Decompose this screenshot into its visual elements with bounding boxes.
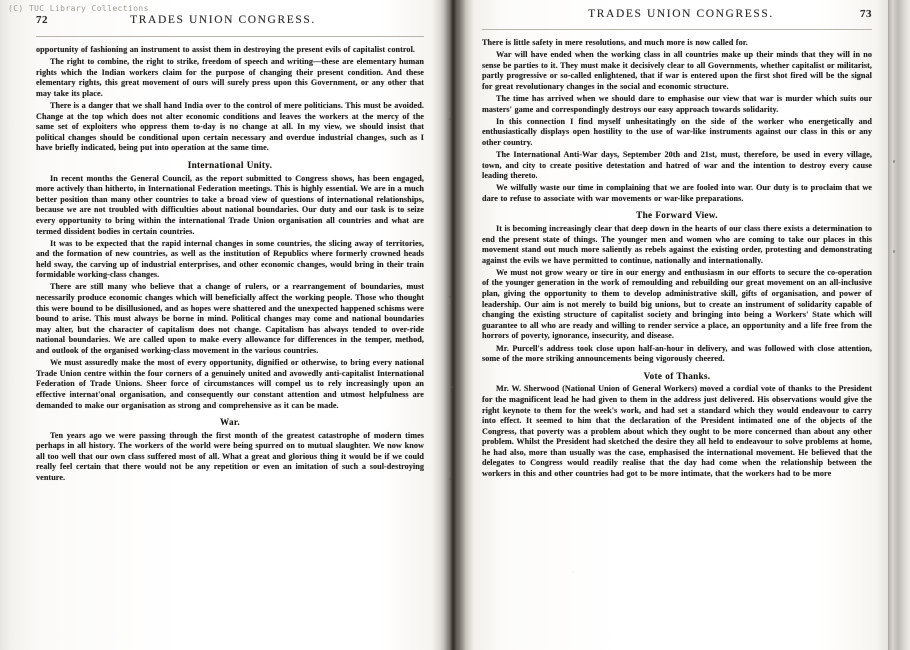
library-watermark: (C) TUC Library Collections [8, 4, 149, 13]
body-paragraph: The International Anti-War days, September 20th and 21st, must, therefore, be used in every village, town, and city to create positive detestation and hatred of war and the intention to destroy every cause leading thereto. [482, 149, 872, 181]
section-subhead: Vote of Thanks. [643, 370, 711, 381]
body-paragraph: opportunity of fashioning an instrument to assist them in destroying the present evils of capitalist control. [36, 45, 415, 54]
left-header-rule [36, 36, 424, 37]
left-running-head [36, 14, 424, 32]
body-paragraph: We must not grow weary or tire in our energy and enthusiasm in our efforts to secure the co-operation of the younger generation in the work of remoulding and rebuilding our great movement on an all-inclusive plan, giving the opportunity to them to develop administrative skill, gifts of organisation, and power of leadership. Our aim is not merely to build big unions, but to create an instrument of solidarity capable of changing the existing structure of capitalist society and bringing into being a Workers' State which will guarantee to all who are ready and willing to render service a place, an opportunity and a life free from the horrors of poverty, ignorance, insecurity, and disease. [482, 267, 872, 341]
body-paragraph: War will have ended when the working class in all countries make up their minds that they will in no sense be parties to it. They must make it decisively clear to all Governments, whether capitalist or militarist, partly progressive or so-called enlightened, that if war is entered upon the first shot fired will be the signal for great revolutionary changes in the social and economic structure. [482, 50, 872, 91]
body-paragraph: We must assuredly make the most of every opportunity, dignified or otherwise, to bring every national Trade Union centre within the four corners of a genuinely united and avowedly anti-capitalist International Federation of Trade Unions. Sheer force of circumstances will compel us to rely increasingly upon an effective internat'onal organisation, and consequently our constant attention and utmost helpfulness are demanded to make our organisation as strong and comprehensive as it can be made. [36, 358, 424, 410]
body-paragraph: There is a danger that we shall hand India over to the control of mere politicians. This must be avoided. Change at the top which does not alter economic conditions and leaves the workers at the mercy of the same set of exploiters who oppress them to-day is no change at all. In my view, we should insist that political changes should be conditional upon certain necessary and overdue industrial changes, such as I have briefly indicated, being put into operation at the same time. [36, 100, 424, 153]
section-subhead: War. [219, 417, 240, 428]
body-paragraph: There are still many who believe that a change of rulers, or a rearrangement of boundaries, must necessarily produce economic changes which will beneficially affect the working people. Those who thought this were bound to be disillusioned, and as hopes were shattered and the unexpected happened schisms were bound to arise. This must always be borne in mind. Political changes may come and national boundaries may alter, but the character of capitalism does not change. Capitalism has always tended to over-ride national boundaries. We are called upon to make every allowance for differences in the temper, method, and outlook of the organised working-class movement in the various countries. [36, 282, 424, 356]
right-head-title: TRADES UNION CONGRESS. [588, 8, 774, 20]
section-subhead: International Unity. [187, 159, 273, 170]
body-paragraph: The time has arrived when we should dare to emphasise our view that war is murder which suits our masters' game and correspondingly destroys our easy approach towards solidarity. [482, 93, 872, 114]
right-column-text [482, 38, 872, 480]
body-paragraph: Ten years ago we were passing through the first month of the greatest catastrophe of modern times perhaps in all history. The workers of the world were being spurred on to mutual slaughter. We now know all too well that our own class suffered most of all. What a great and glorious thing it would be if we could really feel certain that there would not be any repetition or even an imitation of such a soul-destroying venture. [36, 430, 424, 483]
body-paragraph: In recent months the General Council, as the report submitted to Congress shows, has been engaged, more actively than hitherto, in International Federation meetings. This is highly essential. We are in a much better position than many other countries to take a broad view of questions of international relationships, because we are not troubled with difficulties about national boundaries. Our duty and our task is to seize every opportunity to bring within the international Trade Union organisation all countries and what are termed dissident bodies in certain countries. [36, 173, 424, 236]
right-folio: 73 [860, 8, 872, 20]
body-paragraph: There is little safety in mere resolutions, and much more is now called for. [482, 38, 748, 47]
left-column-text [36, 45, 424, 484]
right-running-head [482, 0, 872, 26]
section-subhead: The Forward View. [636, 210, 718, 221]
body-paragraph: Mr. W. Sherwood (National Union of General Workers) moved a cordial vote of thanks to the President for the magnificent lead he had given to them in the address just delivered. His observations would give the right keynote to them for the week's work, and had set a standard which they would endeavour to carry into effect. It seemed to him that the declaration of the President intimated one of the objects of the Congress, that poverty was a problem about which they ought to be more concerned than about any other problem. Whilst the President had sketched the desire they all held to endeavour to solve problems at home, he had also, more than usually was the case, emphasised the international movement. He believed that the delegates to Congress would readily realise that the day had come when the relationship between the workers in this and other countries had got to be more intimate, that the workers had to be more [482, 384, 872, 479]
speaker-name: Mr. W. Sherwood [496, 384, 560, 394]
body-paragraph: Mr. Purcell's address took close upon half-an-hour in delivery, and was followed with close attention, some of the more striking announcements being vigorously cheered. [482, 343, 872, 364]
body-paragraph: It was to be expected that the rapid internal changes in some countries, the slicing away of territories, and the formation of new countries, as well as the institution of Republics where formerly crowned heads held sway, the carving up of industrial enterprises, and other economic changes, would bring in their train formidable working-class changes. [36, 238, 424, 280]
left-head-title: TRADES UNION CONGRESS. [130, 14, 316, 26]
body-paragraph: We wilfully waste our time in complaining that we are fooled into war. Our duty is to proclaim that we dare to refuse to associate with war movements or war-like preparations. [482, 183, 872, 203]
right-header-rule [482, 29, 872, 30]
left-page [0, 0, 452, 650]
body-paragraph: The right to combine, the right to strike, freedom of speech and writing—these are elementary human rights which the Indian workers claim for the purpose of changing their present condition. And these elementary rights, this great movement of ours will surely press upon this Government, or any other that may take its place. [36, 57, 424, 98]
body-paragraph: It is becoming increasingly clear that deep down in the hearts of our class there exists a determination to end the present state of things. The younger men and women who are coming to take our places in this movement stand out much more saliently as rebels against the existing order, protesting and demonstrating against the evils we have permitted to continue, nationally and internationally. [482, 224, 872, 265]
right-page [458, 0, 910, 650]
body-paragraph: In this connection I find myself unhesitatingly on the side of the worker who energetically and enthusiastically displays open hostility to the use of war-like instruments against our class in this or any other country. [482, 116, 872, 147]
left-folio: 72 [36, 14, 48, 26]
